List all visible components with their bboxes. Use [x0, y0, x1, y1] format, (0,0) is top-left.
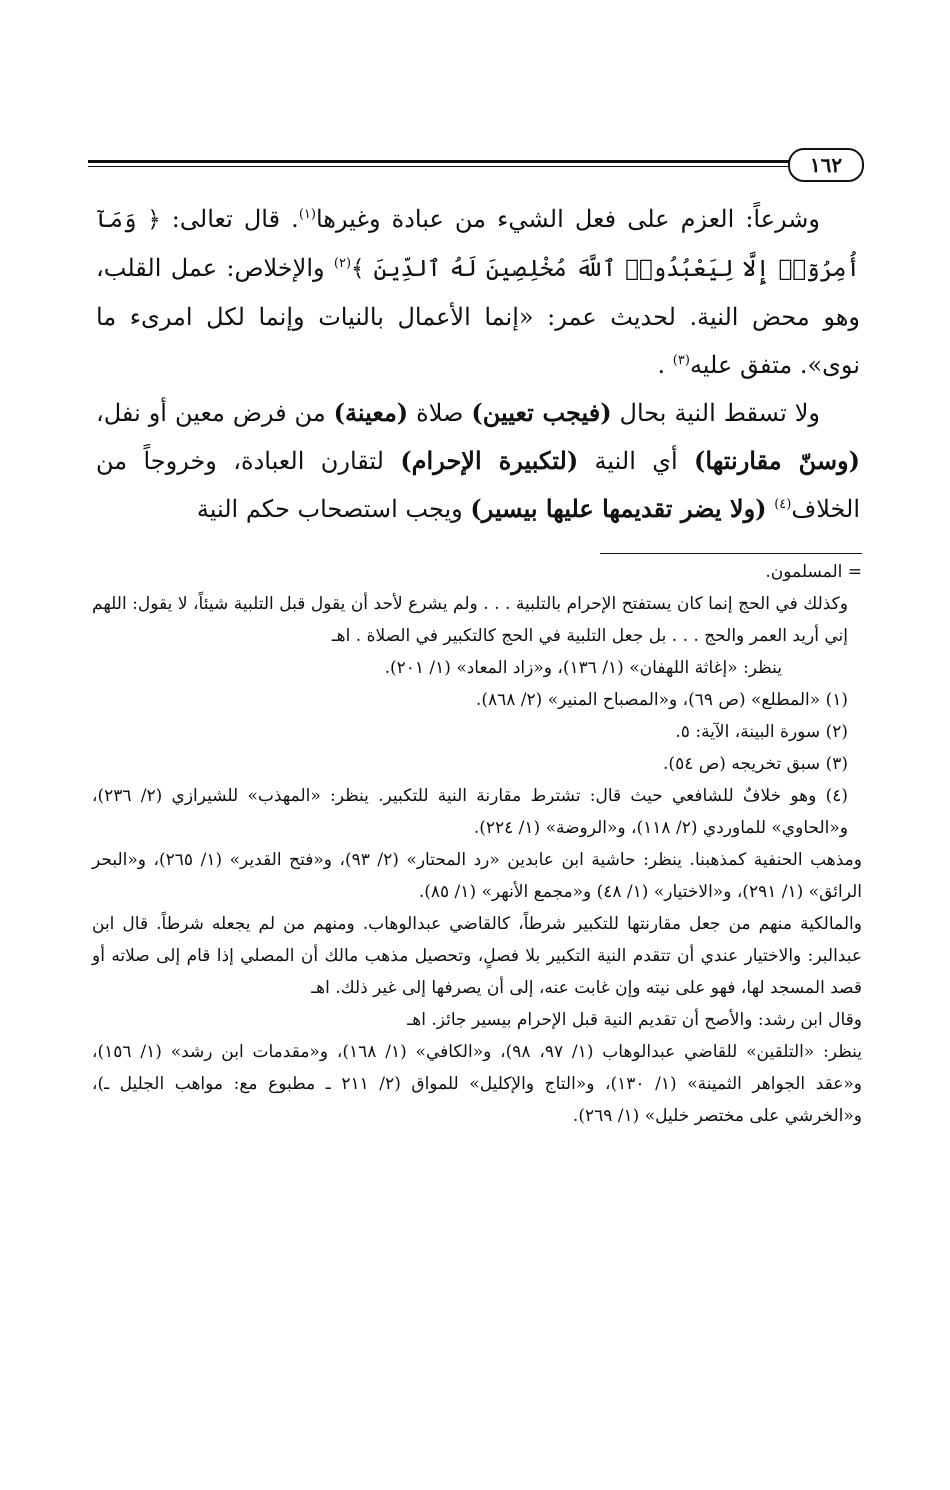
footnote-1: (١) «المطلع» (ص ٦٩)، و«المصباح المنير» (٢/ ٨٦٨).	[475, 690, 848, 710]
footnote-3: (٣) سبق تخريجه (ص ٥٤).	[663, 754, 848, 774]
footnote-4: (٤) وهو خلافٌ للشافعي حيث قال: تشترط مقارنة النية للتكبير. ينظر: «المهذب» للشيرازي (٢/ ٢٣٦)، و«الحاوي» للماوردي (٢/ ١١٨)، و«الروضة» (١/ ٢٢٤).	[92, 786, 848, 838]
bold-phrase-takbira: (لتكبيرة الإحرام)	[400, 446, 579, 475]
footnote-continuation-start: = المسلمون.	[765, 562, 862, 582]
footnote-4-ibn-rushd: وقال ابن رشد: والأصح أن تقديم النية قبل الإحرام بيسير جائز. اهـ	[407, 1010, 862, 1030]
page-header	[88, 148, 864, 188]
paragraph-niyyah-rules: ولا تسقط النية بحال (فيجب تعيين) صلاة (معينة) من فرض معين أو نفل، (وسنّ مقارنتها) أي النية (لتكبيرة الإحرام) لتقارن العبادة، وخروجاً من الخلاف$^{(٤)}$ (ولا يضر تقديمها عليها بيسير) ويجب استصحاب حكم النية	[96, 398, 861, 523]
footnote-continuation-refs: ينظر: «إغاثة اللهفان» (١/ ١٣٦)، و«زاد المعاد» (١/ ٢٠١).	[384, 658, 782, 678]
header-rule-thin	[88, 166, 794, 167]
header-rule-thick	[88, 160, 794, 163]
footnote-continuation-text: وكذلك في الحج إنما كان يستفتح الإحرام بالتلبية . . . ولم يشرع لأحد أن يقول قبل التلبية شيئاً، لا يقول: اللهم إني أريد العمر والحج . . . بل جعل التلبية في الحج كالتكبير في الصلاة . اهـ	[92, 594, 848, 646]
bold-phrase-muayyana: (معينة)	[333, 398, 409, 427]
footnote-4-refs: ينظر: «التلقين» للقاضي عبدالوهاب (١/ ٩٧، ٩٨)، و«الكافي» (١/ ١٦٨)، و«مقدمات ابن رشد» (١/ ١٥٦)، و«عقد الجواهر الثمينة» (١/ ١٣٠)، و«التاج والإكليل» للمواق (٢/ ٢١١ ـ مطبوع مع: مواهب الجليل ـ)، و«الخرشي على مختصر خليل» (١/ ٢٦٩).	[92, 1042, 863, 1126]
footnote-ref-3: (٣)	[672, 353, 690, 368]
main-text	[96, 195, 860, 533]
bold-phrase-tayin: (فيجب تعيين)	[471, 398, 612, 427]
footnote-4-hanafi: ومذهب الحنفية كمذهبنا. ينظر: حاشية ابن عابدين «رد المحتار» (٢/ ٩٣)، و«فتح القدير» (١/ ٢٦٥)، و«البحر الرائق» (١/ ٢٩١)، و«الاختيار» (١/ ٤٨) و«مجمع الأنهر» (١/ ٨٥).	[92, 850, 862, 902]
bold-phrase-taqdim: (ولا يضر تقديمها عليها بيسير)	[470, 494, 767, 523]
footnote-4-maliki: والمالكية منهم من جعل مقارنتها للتكبير شرطاً، كالقاضي عبدالوهاب. ومنهم من لم يجعله شرطاً. قال ابن عبدالبر: والاختيار عندي أن تتقدم النية التكبير بلا فصلٍ، وتحصيل مذهب مالك أن المصلي إذا قام إلى صلاته أو قصد المسجد لها، فهو على نيته وإن غابت عنه، إلى أن يصرفها إلى غير ذلك. اهـ	[92, 914, 862, 998]
footnotes	[92, 556, 862, 1132]
footnote-ref-4: (٤)	[774, 497, 792, 512]
footnote-separator	[600, 553, 862, 554]
footnote-2: (٢) سورة البينة، الآية: ٥.	[675, 722, 848, 742]
quran-verse: ﴿ وَمَآ أُمِرُوٓا۟ إِلَّا لِيَعْبُدُوا۟ ٱللَّهَ مُخْلِصِينَ لَهُ ٱلدِّينَ ﴾	[96, 207, 860, 282]
page-number: ١٦٢	[788, 148, 864, 182]
footnote-ref-2: (٢)	[333, 256, 352, 271]
bold-phrase-muqarana: (وسنّ مقارنتها)	[694, 446, 861, 475]
paragraph-definition: وشرعاً: العزم على فعل الشيء من عبادة وغيرها$^{(١)}$. قال تعالى: ﴿ وَمَآ أُمِرُوٓا۟ إِلَّا لِيَعْبُدُوا۟ ٱللَّهَ مُخْلِصِينَ لَهُ ٱلدِّينَ ﴾$^{(٢)}$ والإخلاص: عمل القلب، وهو محض النية. لحديث عمر: «إنما الأعمال بالنيات وإنما لكل امرىء ما نوى». متفق عليه$^{(٣)}$ .	[96, 205, 860, 379]
footnote-ref-1: (١)	[298, 207, 316, 222]
